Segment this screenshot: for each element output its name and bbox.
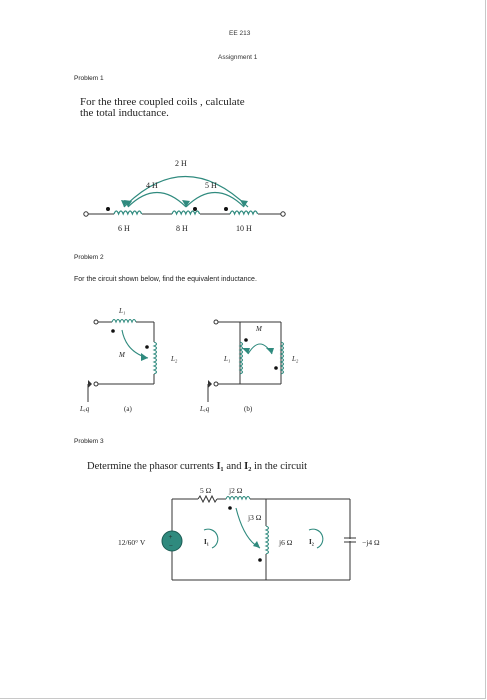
b-tag: (b) (244, 405, 253, 413)
b-leq-label: Lₑq (200, 405, 210, 413)
problem1-label: Problem 1 (74, 75, 104, 82)
a-l1-label: L₁ (119, 307, 126, 315)
a-l2-label: L₂ (171, 355, 178, 363)
mesh2-label: I₂ (309, 538, 314, 546)
svg-text:+: + (168, 533, 173, 541)
mesh1-label: I₁ (204, 538, 209, 546)
problem3-i2: I₂ (244, 461, 252, 472)
problem3-i1: I₁ (216, 461, 224, 472)
problem1-line2: the total inductance. (80, 107, 169, 119)
problem2-label: Problem 2 (74, 254, 104, 261)
course-code: EE 213 (229, 30, 251, 37)
problem1-line1: For the three coupled coils , calculate (80, 96, 245, 108)
coil2-label: 8 H (176, 224, 188, 233)
a-tag: (a) (124, 405, 132, 413)
source-label: 12/60° V (118, 538, 146, 547)
jl2-label: j6 Ω (279, 538, 293, 547)
coil3-label: 10 H (236, 224, 252, 233)
problem3-text-mid: and (223, 461, 245, 472)
problem3-text-prefix: Determine the phasor currents (87, 461, 217, 472)
jl1-label: j2 Ω (229, 486, 243, 495)
svg-text:−: − (169, 542, 173, 550)
a-m-label: M (119, 351, 125, 359)
problem2-statement: For the circuit shown below, find the equivalent inductance. (74, 276, 257, 283)
b-l2-label: L₂ (292, 355, 299, 363)
jm-label: j3 Ω (248, 513, 262, 522)
mutual23-label: 5 H (205, 181, 217, 190)
jc-label: −j4 Ω (362, 538, 380, 547)
a-leq-label: Lₑq (80, 405, 90, 413)
coil1-label: 6 H (118, 224, 130, 233)
mutual12-label: 4 H (146, 181, 158, 190)
assignment-title: Assignment 1 (218, 54, 258, 61)
resistor-label: 5 Ω (200, 486, 212, 495)
problem3-label: Problem 3 (74, 438, 104, 445)
mutual13-label: 2 H (175, 159, 187, 168)
b-m-label: M (256, 325, 262, 333)
b-l1-label: L₁ (224, 355, 231, 363)
problem3-text-suffix: in the circuit (251, 461, 308, 472)
